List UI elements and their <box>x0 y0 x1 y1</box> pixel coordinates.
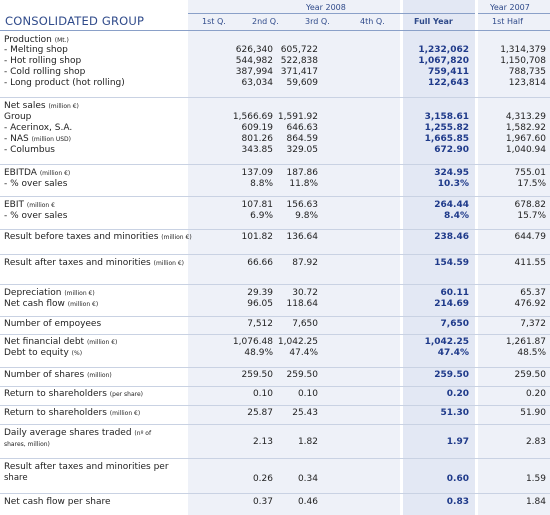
cell-q2: 0.34 <box>297 474 318 484</box>
cell-first-half-2007: 411.55 <box>514 258 546 268</box>
cell-q2: 1,591.92 <box>277 112 318 122</box>
col-header-q1: 1st Q. <box>202 17 226 26</box>
row-unit: (million €) <box>86 339 118 346</box>
page-title: CONSOLIDATED GROUP <box>5 14 145 28</box>
section-divider <box>0 493 550 494</box>
cell-first-half-2007: 4,313.29 <box>505 112 546 122</box>
cell-q1: 66.66 <box>247 258 273 268</box>
cell-q1: 259.50 <box>241 370 273 380</box>
cell-q2: 156.63 <box>286 200 318 210</box>
row-label <box>4 370 112 380</box>
cell-full-year: 1,232,062 <box>418 45 469 55</box>
cell-first-half-2007: 1,582.92 <box>505 123 546 133</box>
cell-first-half-2007: 1,040.94 <box>505 145 546 155</box>
row-unit: (%) <box>71 350 83 357</box>
cell-q2: 187.86 <box>286 168 318 178</box>
row-label-text: Result after taxes and minorities per <box>4 462 169 472</box>
cell-full-year: 1,042.25 <box>424 337 469 347</box>
row-label-text: - Melting shop <box>4 45 68 55</box>
cell-q2: 522,838 <box>280 56 318 66</box>
row-label <box>4 348 82 358</box>
cell-q1: 8.8% <box>250 179 273 189</box>
year-2008-header: Year 2008 <box>306 3 346 12</box>
cell-q2: 47.4% <box>289 348 318 358</box>
cell-first-half-2007: 259.50 <box>514 370 546 380</box>
row-label-text: - % over sales <box>4 179 68 189</box>
col-header-first-half: 1st Half <box>492 17 523 26</box>
section-divider <box>0 196 550 197</box>
row-label-text: Net cash flow per share <box>4 497 111 507</box>
year-2008-rule <box>188 13 475 14</box>
row-label <box>4 179 67 189</box>
row-label <box>4 101 79 111</box>
row-label-text: - Cold rolling shop <box>4 67 86 77</box>
cell-q2: 136.64 <box>286 232 318 242</box>
row-label-text: Net financial debt <box>4 337 85 347</box>
cell-full-year: 0.20 <box>446 389 469 399</box>
cell-q1: 25.87 <box>247 408 273 418</box>
cell-first-half-2007: 0.20 <box>525 389 546 399</box>
cell-first-half-2007: 1,261.87 <box>505 337 546 347</box>
row-label-text: Debt to equity <box>4 348 69 358</box>
row-label <box>4 145 55 155</box>
cell-first-half-2007: 678.82 <box>514 200 546 210</box>
cell-q2: 371,417 <box>280 67 318 77</box>
row-label-line2 <box>4 473 28 483</box>
row-label-text: Net cash flow <box>4 299 65 309</box>
cell-q1: 101.82 <box>241 232 273 242</box>
section-divider <box>0 254 550 255</box>
cell-q1: 7,512 <box>247 319 273 329</box>
section-divider <box>0 284 550 285</box>
cell-full-year: 10.3% <box>437 179 469 189</box>
cell-q2: 259.50 <box>286 370 318 380</box>
cell-first-half-2007: 17.5% <box>517 179 546 189</box>
cell-q1: 387,994 <box>235 67 273 77</box>
cell-q2: 1.82 <box>297 437 318 447</box>
cell-q2: 646.63 <box>286 123 318 133</box>
row-label <box>4 56 81 66</box>
cell-full-year: 238.46 <box>434 232 469 242</box>
cell-first-half-2007: 644.79 <box>514 232 546 242</box>
cell-q1: 6.9% <box>250 211 273 221</box>
row-unit: (million €) <box>67 301 99 308</box>
cell-first-half-2007: 1.84 <box>525 497 546 507</box>
cell-first-half-2007: 15.7% <box>517 211 546 221</box>
section-divider <box>0 164 550 165</box>
row-label <box>4 389 143 399</box>
row-label <box>4 497 111 507</box>
cell-q1: 544,982 <box>235 56 273 66</box>
cell-first-half-2007: 65.37 <box>520 288 546 298</box>
cell-full-year: 264.44 <box>434 200 469 210</box>
year-2007-rule <box>478 13 550 14</box>
row-label <box>4 258 184 268</box>
cell-full-year: 0.83 <box>446 497 469 507</box>
section-divider <box>0 97 550 98</box>
cell-full-year: 3,158.61 <box>424 112 469 122</box>
cell-q1: 107.81 <box>241 200 273 210</box>
row-label <box>4 232 192 242</box>
cell-first-half-2007: 51.90 <box>520 408 546 418</box>
row-label <box>4 78 125 88</box>
header-rule <box>0 30 550 31</box>
row-label <box>4 67 85 77</box>
row-label-text: Net sales <box>4 101 46 111</box>
row-label <box>4 35 69 45</box>
cell-first-half-2007: 2.83 <box>525 437 546 447</box>
cell-q1: 0.37 <box>252 497 273 507</box>
cell-q2: 329.05 <box>286 145 318 155</box>
cell-q2: 30.72 <box>292 288 318 298</box>
cell-first-half-2007: 123,814 <box>508 78 546 88</box>
cell-q1: 626,340 <box>235 45 273 55</box>
row-label-text: Group <box>4 112 32 122</box>
cell-q2: 9.8% <box>295 211 318 221</box>
section-divider <box>0 316 550 317</box>
row-label-text: - % over sales <box>4 211 68 221</box>
cell-full-year: 259.50 <box>434 370 469 380</box>
cell-q1: 29.39 <box>247 288 273 298</box>
cell-q1: 2.13 <box>252 437 273 447</box>
section-divider <box>0 424 550 425</box>
cell-full-year: 51.30 <box>440 408 469 418</box>
row-unit: (million €) <box>109 410 141 417</box>
cell-q1: 137.09 <box>241 168 273 178</box>
cell-full-year: 214.69 <box>434 299 469 309</box>
cell-first-half-2007: 476.92 <box>514 299 546 309</box>
cell-q1: 96.05 <box>247 299 273 309</box>
cell-full-year: 47.4% <box>437 348 469 358</box>
cell-q1: 63,034 <box>241 78 273 88</box>
row-label-text: Daily average shares traded <box>4 428 132 438</box>
row-unit: (million €) <box>48 103 79 110</box>
row-label <box>4 211 67 221</box>
row-label-text: - NAS <box>4 134 29 144</box>
row-unit: (million) <box>87 372 112 379</box>
row-label-text: Production <box>4 35 52 45</box>
cell-full-year: 1.97 <box>446 437 469 447</box>
cell-full-year: 7,650 <box>440 319 469 329</box>
row-label <box>4 299 98 309</box>
cell-q1: 801.26 <box>241 134 273 144</box>
cell-full-year: 1,665.85 <box>424 134 469 144</box>
row-label-text: Depreciation <box>4 288 62 298</box>
cell-first-half-2007: 48.5% <box>517 348 546 358</box>
row-label-text: Return to shareholders <box>4 389 107 399</box>
cell-first-half-2007: 755.01 <box>514 168 546 178</box>
col-header-q4: 4th Q. <box>360 17 385 26</box>
row-label <box>4 45 68 55</box>
cell-full-year: 672.90 <box>434 145 469 155</box>
cell-full-year: 324.95 <box>434 168 469 178</box>
cell-full-year: 8.4% <box>444 211 469 221</box>
cell-q1: 609.19 <box>241 123 273 133</box>
cell-q1: 343.85 <box>241 145 273 155</box>
row-unit: (per share) <box>109 391 143 398</box>
row-label <box>4 462 169 472</box>
row-label <box>4 408 140 418</box>
cell-q2: 0.10 <box>297 389 318 399</box>
cell-full-year: 759,411 <box>428 67 469 77</box>
row-unit: (Mt.) <box>54 37 69 44</box>
section-divider <box>0 229 550 230</box>
row-unit: shares, million) <box>4 441 50 448</box>
row-label-text: Number of empoyees <box>4 319 102 329</box>
row-label-text: - Hot rolling shop <box>4 56 82 66</box>
row-unit: (nº of <box>134 430 152 437</box>
section-divider <box>0 458 550 459</box>
section-divider <box>0 386 550 387</box>
row-label-text: Result after taxes and minorities <box>4 258 151 268</box>
cell-q1: 48.9% <box>244 348 273 358</box>
row-label-text: - Acerinox, S.A. <box>4 123 73 133</box>
cell-first-half-2007: 788,735 <box>508 67 546 77</box>
row-label <box>4 112 31 122</box>
row-label <box>4 200 55 210</box>
cell-q1: 0.10 <box>252 389 273 399</box>
cell-first-half-2007: 1.59 <box>525 474 546 484</box>
row-unit: (million €) <box>39 170 71 177</box>
col-header-q2: 2nd Q. <box>252 17 279 26</box>
cell-q2: 87.92 <box>292 258 318 268</box>
cell-q2: 118.64 <box>286 299 318 309</box>
cell-first-half-2007: 1,967.60 <box>505 134 546 144</box>
cell-q2: 59,609 <box>286 78 318 88</box>
cell-first-half-2007: 7,372 <box>520 319 546 329</box>
cell-full-year: 1,067,820 <box>418 56 469 66</box>
cell-q1: 1,076.48 <box>232 337 273 347</box>
cell-q2: 605,722 <box>280 45 318 55</box>
row-label <box>4 288 95 298</box>
section-divider <box>0 334 550 335</box>
cell-full-year: 122,643 <box>428 78 469 88</box>
row-label-text: EBITDA <box>4 168 37 178</box>
cell-q2: 864.59 <box>286 134 318 144</box>
cell-full-year: 60.11 <box>440 288 469 298</box>
row-label <box>4 123 72 133</box>
row-label-line2 <box>4 439 50 449</box>
row-label <box>4 428 151 438</box>
row-label-text: EBIT <box>4 200 25 210</box>
row-label-text: Number of shares <box>4 370 85 380</box>
cell-q1: 1,566.69 <box>232 112 273 122</box>
cell-q1: 0.26 <box>252 474 273 484</box>
cell-q2: 25.43 <box>292 408 318 418</box>
cell-q2: 1,042.25 <box>277 337 318 347</box>
section-divider <box>0 405 550 406</box>
cell-full-year: 0.60 <box>446 474 469 484</box>
cell-full-year: 1,255.82 <box>424 123 469 133</box>
cell-q2: 7,650 <box>292 319 318 329</box>
row-unit: (million €) <box>64 290 95 297</box>
row-label <box>4 134 71 144</box>
row-unit: (million €) <box>153 260 185 267</box>
cell-q2: 0.46 <box>297 497 318 507</box>
row-label-text: - Columbus <box>4 145 55 155</box>
row-unit: (million USD) <box>31 136 71 143</box>
year-2007-header: Year 2007 <box>490 3 530 12</box>
row-label <box>4 168 70 178</box>
row-unit: (million € <box>26 202 55 209</box>
cell-first-half-2007: 1,150,708 <box>500 56 546 66</box>
cell-full-year: 154.59 <box>434 258 469 268</box>
row-label-text: Result before taxes and minorities <box>4 232 159 242</box>
col-header-q3: 3rd Q. <box>305 17 330 26</box>
row-unit: (million €) <box>161 234 192 241</box>
col-header-full-year: Full Year <box>414 17 453 26</box>
row-label-text: - Long product (hot rolling) <box>4 78 125 88</box>
section-divider <box>0 367 550 368</box>
cell-q2: 11.8% <box>289 179 318 189</box>
cell-first-half-2007: 1,314,379 <box>500 45 546 55</box>
row-label-text: Return to shareholders <box>4 408 107 418</box>
row-label-line2-text: share <box>4 473 28 483</box>
row-label <box>4 319 101 329</box>
row-label <box>4 337 117 347</box>
